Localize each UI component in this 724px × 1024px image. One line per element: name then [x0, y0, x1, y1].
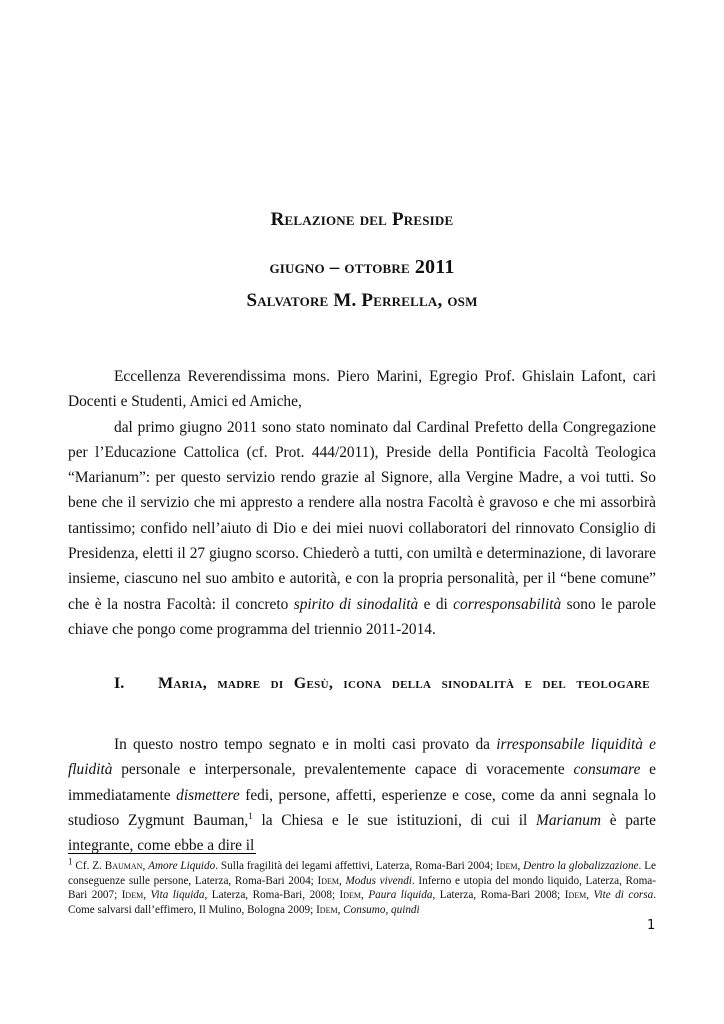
footnote-book-title: Paura liquida — [368, 889, 433, 902]
footnote-author: Idem — [495, 860, 518, 872]
footnote-text: , — [142, 860, 149, 872]
intro-text-part: e di — [418, 595, 454, 613]
footnote-book-title: Modus vivendi — [345, 874, 412, 887]
document-period — [0, 256, 724, 279]
body-text-part: personale e interpersonale, prevalentemente capace di voracemente — [112, 761, 574, 779]
document-title: Relazione del Preside — [270, 209, 454, 230]
footnote-reference[interactable]: 1 — [248, 810, 253, 821]
footnote-book-title: Vite di corsa — [593, 889, 654, 902]
footnote-book-title: Dentro la globalizzazione — [523, 860, 639, 872]
footnote-text: , — [517, 860, 524, 872]
section-title: Maria, madre di Gesù, icona della sinodalità e del teologare — [158, 675, 650, 692]
footnote — [68, 856, 657, 917]
body-emphasis: consumare — [573, 761, 641, 779]
footnote-text: , — [586, 889, 594, 902]
footnote-author: Idem — [317, 874, 339, 887]
intro-emphasis: corresponsabilità — [453, 595, 562, 613]
body-text-part: e immediatamente — [68, 761, 656, 804]
intro-text-part: sono le parole chiave che pongo come programma del triennio 2011-2014. — [68, 595, 656, 638]
document-author: Salvatore M. Perrella, osm — [246, 290, 478, 311]
body-emphasis: Marianum — [536, 811, 601, 829]
footnote-book-title: Amore Liquido — [148, 860, 216, 872]
footnote-author: Idem — [121, 889, 144, 902]
footnote-separator — [68, 853, 256, 854]
footnote-text: . Inferno e utopia del mondo liquido, Laterza, Roma-Bari 2007; — [68, 874, 657, 902]
footnote-text: Cf. Z. — [72, 860, 105, 872]
body-text-part: è parte integrante, come ebbe a dire il — [68, 811, 656, 855]
greeting-paragraph: Eccellenza Reverendissima mons. Piero Marini, Egregio Prof. Ghislain Lafont, cari Docenti e Studenti, Amici ed Amiche, — [68, 368, 656, 411]
footnote-author: Idem — [339, 889, 362, 902]
footnote-text: . Come salvarsi dall’effimero, Il Mulino, Bologna 2009; — [68, 889, 657, 916]
footnote-book-title: Vita liquida — [150, 889, 205, 902]
footnote-author: Idem — [316, 903, 338, 916]
footnote-text: . Sulla fragilità dei legami affettivi, Laterza, Roma-Bari 2004; — [215, 860, 496, 872]
intro-text-part: dal primo giugno 2011 sono stato nominato dal Cardinal Prefetto della Congregazione per l’Educazione Cattolica (cf. Prot. 444/2011), Preside della Pontificia Facoltà Teologica “Marianum”: per questo servizio rendo grazie al Signore, alla Vergine Madre, a voi tutti. So bene che il servizio che mi appresto a rendere alla nostra Facoltà è gravoso e che mi assorbirà tantissimo; confido nell’aiuto di Dio e dei miei nuovi collaboratori del rinnovato Consiglio di Presidenza, eletti il 27 giugno scorso. Chiederò a tutti, con umiltà e determinazione, di lavorare insieme, ciascuno nel suo ambito e autorità, e con la propria personalità, per il “bene comune” che è la nostra Facoltà: il concreto — [68, 418, 656, 613]
intro-text — [68, 364, 656, 642]
body-emphasis: dismettere — [176, 786, 240, 804]
footnote-text: , — [143, 889, 151, 902]
section-body — [68, 732, 656, 858]
section-number: I. — [114, 675, 125, 692]
intro-paragraph — [68, 415, 656, 643]
body-emphasis: irresponsabile liquidità e fluidità — [68, 736, 656, 779]
page-number: 1 — [647, 918, 656, 933]
body-text-part: In questo nostro tempo segnato e in molti casi provato da — [114, 736, 497, 753]
footnote-number: 1 — [68, 856, 73, 867]
period-year: 2011 — [414, 256, 455, 278]
section-heading — [68, 667, 656, 701]
footnote-text: , — [361, 889, 369, 902]
body-text-part: la Chiesa e le sue istituzioni, di cui il — [252, 811, 537, 829]
footnote-text: , Laterza, Roma-Bari 2008; — [432, 889, 565, 902]
footnote-text: . Le conseguenze sulle persone, Laterza, Roma-Bari 2004; — [68, 860, 657, 887]
period-months: giugno – ottobre — [269, 257, 410, 278]
footnote-text: , Laterza, Roma-Bari, 2008; — [204, 889, 340, 902]
body-text-part: fedi, persone, affetti, esperienze e cose, come da anni segnala lo studioso Zygmunt Bauman, — [68, 786, 656, 829]
footnote-text: , — [338, 874, 346, 887]
footnote-author: Idem — [564, 889, 587, 902]
footnote-author: Bauman — [104, 860, 143, 872]
intro-emphasis: spirito di sinodalità — [293, 595, 419, 613]
section-paragraph — [68, 732, 656, 858]
footnote-book-title: Consumo, quindi — [343, 903, 420, 916]
footnote-text: , — [337, 903, 344, 916]
